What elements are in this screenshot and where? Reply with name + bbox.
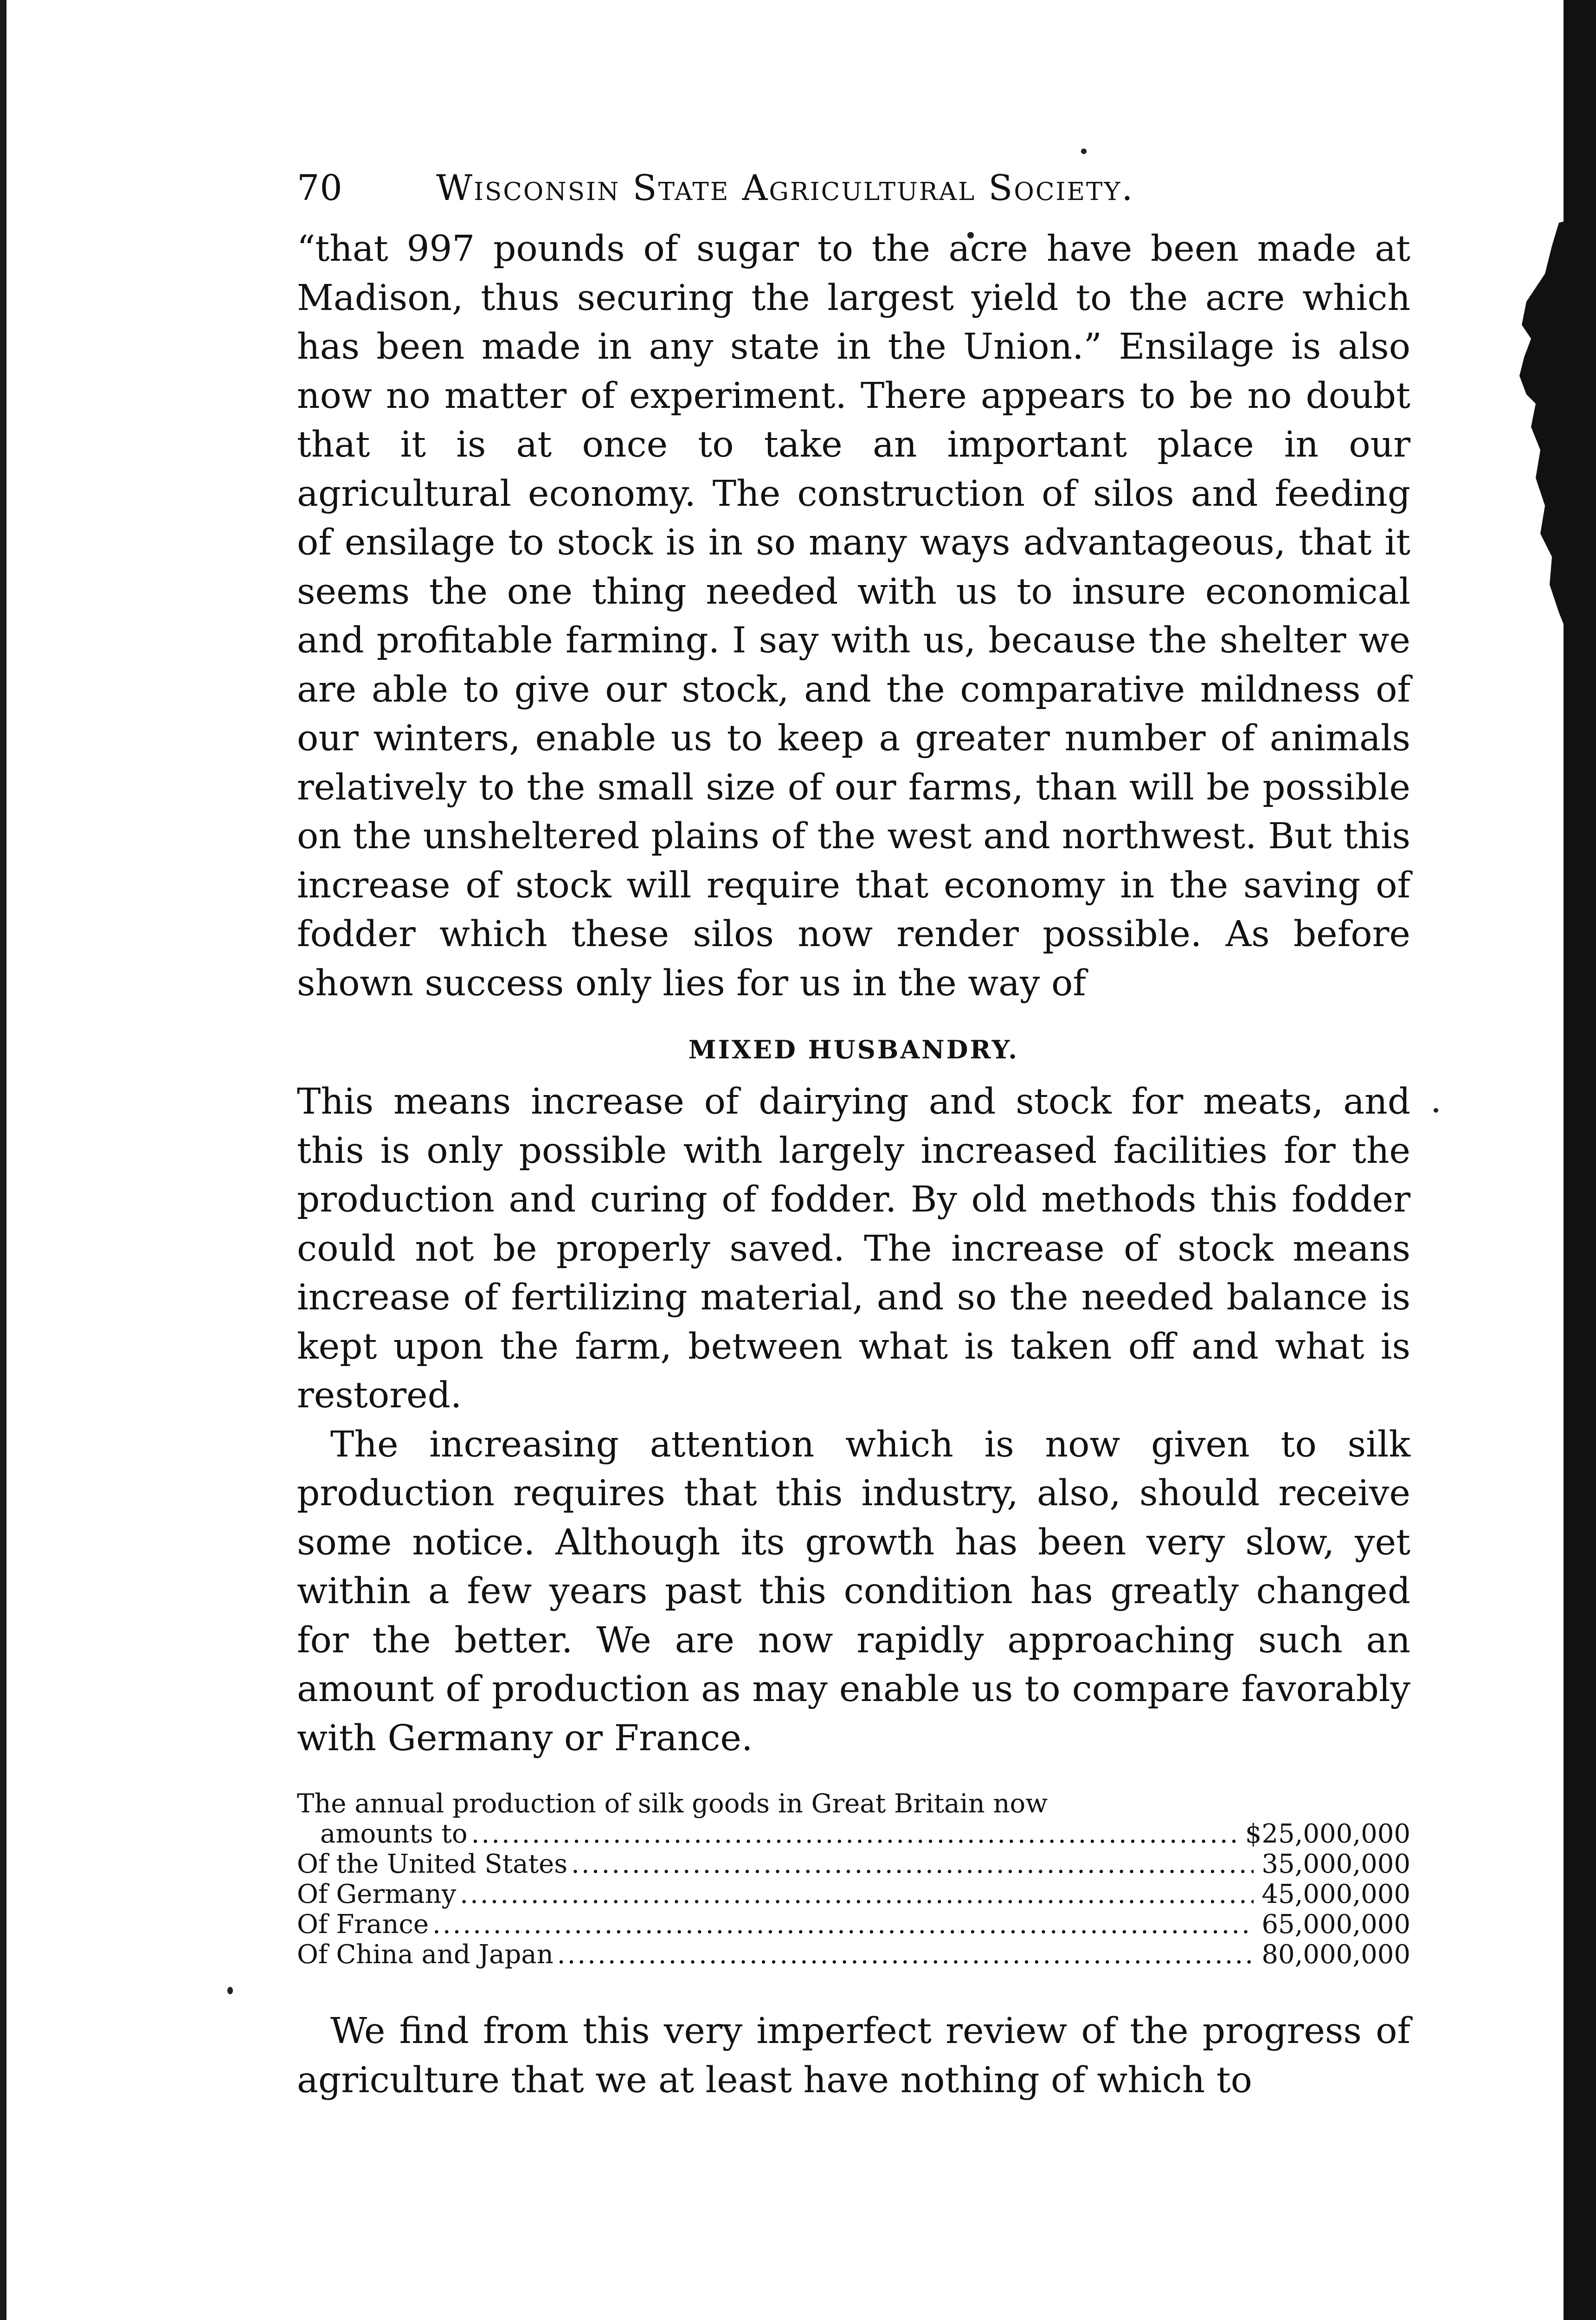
silk-production-table xyxy=(297,1789,1410,1970)
body-paragraph-silk: The increasing attention which is now given to silk production requires that this industry, also, should receive some notice. Although its growth has been very slow, yet within a few years past this condition has greatly changed for the better. We are now rapidly approaching such an amount of production as may enable us to compare favorably with Germany or France. xyxy=(297,1424,1410,1759)
table-row-label: Of Germany xyxy=(297,1879,457,1909)
body-paragraph-closing: We find from this very imperfect review of the progress of agriculture that we at least have nothing of which to xyxy=(297,2011,1410,2101)
table-intro: The annual production of silk goods in Great Britain now xyxy=(297,1789,1048,1819)
table-row-label: Of France xyxy=(297,1909,429,1940)
dot-leader xyxy=(432,1909,1254,1940)
table-row xyxy=(297,1849,1410,1879)
table-row-amount: $25,000,000 xyxy=(1245,1819,1410,1849)
scan-speck xyxy=(1081,148,1087,154)
table-row-amount: 80,000,000 xyxy=(1261,1940,1410,1970)
body-paragraph-mixed-husbandry: This means increase of dairying and stock for meats, and this is only possible with largely increased facilities for the production and curing of fodder. By old methods this fodder could not be properly saved. The increase of stock means increase of fertilizing material, and so the needed balance is kept upon the farm, between what is taken off and what is restored. xyxy=(297,1081,1410,1416)
dot-leader xyxy=(471,1819,1242,1849)
page-number: 70 xyxy=(297,167,343,208)
running-title: Wisconsin State Agricultural Society. xyxy=(436,167,1134,208)
scan-edge-left xyxy=(0,0,6,2320)
table-row xyxy=(297,1879,1410,1909)
table-row-amount: 35,000,000 xyxy=(1261,1849,1410,1879)
dot-leader xyxy=(460,1879,1254,1909)
table-row-label: Of China and Japan xyxy=(297,1940,553,1970)
table-row-amount: 45,000,000 xyxy=(1261,1879,1410,1909)
table-row xyxy=(297,1909,1410,1940)
table-row-label: amounts to xyxy=(320,1819,468,1849)
table-row-label: Of the United States xyxy=(297,1849,568,1879)
dot-leader xyxy=(557,1940,1254,1970)
section-heading: MIXED HUSBANDRY. xyxy=(688,1035,1019,1064)
dot-leader xyxy=(571,1849,1254,1879)
table-row-amount: 65,000,000 xyxy=(1261,1909,1410,1940)
scan-speck xyxy=(227,1987,233,1994)
torn-page-edge xyxy=(1508,218,1577,636)
table-row xyxy=(297,1819,1410,1849)
book-page xyxy=(297,167,1410,2105)
running-head xyxy=(297,167,1410,218)
table-row xyxy=(297,1940,1410,1970)
body-paragraph-sugar-ensilage: “that 997 pounds of sugar to the acre have been made at Madison, thus securing the largest yield to the acre which has been made in any state in the Union.” Ensilage is also now no matter of experiment. There appears to be no doubt that it is at once to take an important place in our agricultural economy. The construction of silos and feeding of ensilage to stock is in so many ways advantageous, that it seems the one thing needed with us to insure economical and profitable farming. I say with us, because the shelter we are able to give our stock, and the comparative mildness of our winters, enable us to keep a greater number of animals relatively to the small size of our farms, than will be possible on the unsheltered plains of the west and northwest. But this increase of stock will require that economy in the saving of fodder which these silos now render possible. As before shown success only lies for us in the way of xyxy=(297,228,1410,1004)
scan-speck xyxy=(1434,1108,1438,1113)
